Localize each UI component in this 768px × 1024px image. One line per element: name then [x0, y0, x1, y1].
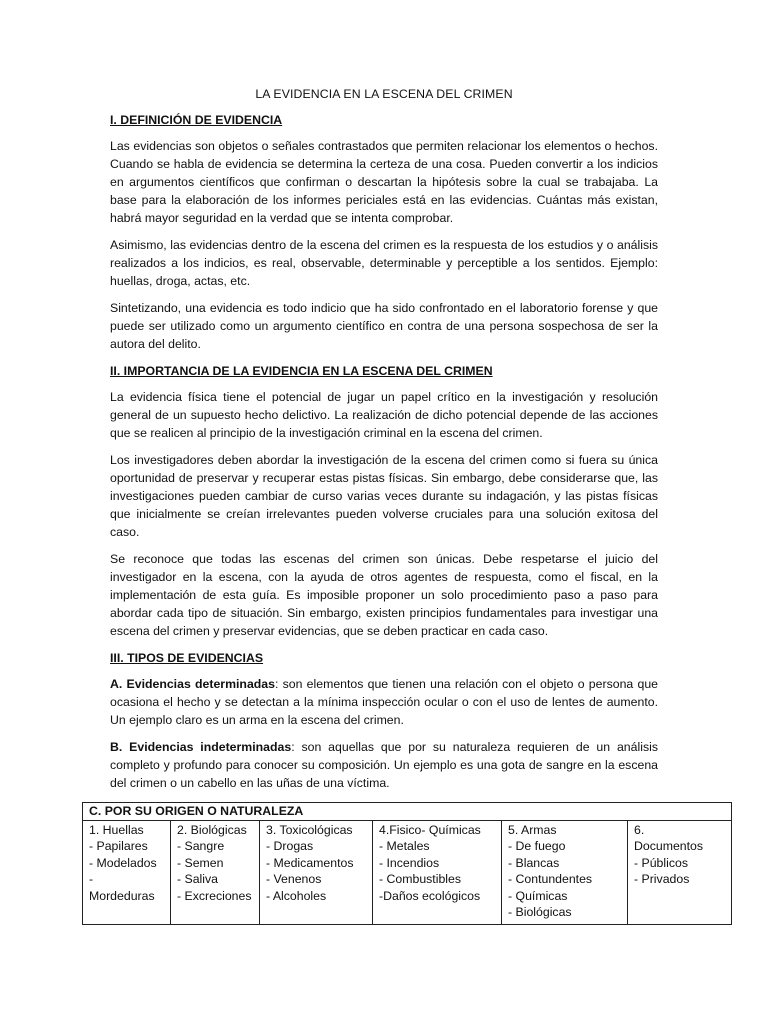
cell-line: Documentos — [634, 839, 704, 853]
cell-line: - De fuego — [508, 839, 566, 853]
section-heading-importancia: II. IMPORTANCIA DE LA EVIDENCIA EN LA ESCENA DEL CRIMEN — [110, 364, 493, 378]
cell-line: 2. Biológicas — [177, 822, 247, 837]
cell-line: - Combustibles — [379, 872, 462, 886]
paragraph: Asimismo, las evidencias dentro de la escena del crimen es la respuesta de los estudios y o análisis realizados a los indicios, es real, observable, determinable y perceptible a los sentidos. Ejemplo: huellas, droga, actas, etc. — [110, 238, 658, 288]
cell-line: - Papilares — [89, 839, 148, 853]
cell-line: - Blancas — [508, 855, 560, 870]
cell-line: - Modelados — [89, 855, 157, 870]
cell-line: - Drogas — [266, 839, 314, 853]
cell-line: - Privados — [634, 872, 690, 886]
cell-line: - Públicos — [634, 855, 688, 870]
paragraph: La evidencia física tiene el potencial de jugar un papel crítico en la investigación y resolución general de un supuesto hecho delictivo. La realización de dicho potencial depende de las acciones que se realicen al principio de la investigación criminal en la escena del crimen. — [110, 390, 658, 440]
cell-line: - Venenos — [266, 872, 322, 886]
table-cell-documentos — [628, 820, 732, 924]
document-title: LA EVIDENCIA EN LA ESCENA DEL CRIMEN — [255, 87, 513, 101]
cell-line: - Alcoholes — [266, 888, 327, 903]
cell-line: - Semen — [177, 855, 224, 870]
evidence-type-text: : son elementos que tienen una relación con el objeto o persona que ocasiona el hecho y se detectan a la mínima inspección ocular o con el uso de lentes de aumento. Un ejemplo claro es un arma en la escena del crimen. — [110, 677, 658, 727]
cell-line: - Químicas — [508, 888, 568, 903]
section-heading-definicion: I. DEFINICIÓN DE EVIDENCIA — [110, 113, 283, 127]
cell-line: Mordeduras — [89, 888, 155, 903]
cell-line: - — [89, 872, 94, 886]
table-cell-armas — [502, 820, 628, 924]
cell-line: - Incendios — [379, 855, 440, 870]
cell-line: - Contundentes — [508, 872, 593, 886]
table-header-row — [83, 803, 732, 821]
cell-line: - Sangre — [177, 839, 225, 853]
evidence-type-item — [110, 675, 658, 729]
table-heading: C. POR SU ORIGEN O NATURALEZA — [83, 803, 732, 821]
origin-nature-table — [82, 802, 732, 925]
cell-line: 6. — [634, 822, 645, 837]
table-cell-toxicologicas — [260, 820, 373, 924]
evidence-type-label: B. Evidencias indeterminadas — [110, 740, 292, 754]
paragraph: Las evidencias son objetos o señales contrastados que permiten relacionar los elementos o hechos. Cuando se habla de evidencia se determina la certeza de una cosa. Pueden convertir a los indicios en argumentos científicos que confirman o descartan la hipótesis sobre la cual se trabajaba. La base para la elaboración de los informes periciales está en las evidencias. Cuántas más existan, habrá mayor seguridad en la verdad que se intenta comprobar. — [110, 139, 658, 225]
paragraph: Se reconoce que todas las escenas del crimen son únicas. Debe respetarse el juicio del investigador en la escena, con la ayuda de otros agentes de respuesta, como el fiscal, en la implementación de esta guía. Es imposible proponer un solo procedimiento paso a paso para abordar cada tipo de situación. Sin embargo, existen principios fundamentales para investigar una escena del crimen y preservar evidencias, que se deben practicar en cada caso. — [110, 552, 658, 638]
cell-line: 1. Huellas — [89, 822, 144, 837]
cell-line: -Daños ecológicos — [379, 888, 481, 903]
cell-line: - Medicamentos — [266, 855, 354, 870]
table-row — [83, 820, 732, 924]
section-heading-tipos: III. TIPOS DE EVIDENCIAS — [110, 651, 264, 665]
paragraph: Sintetizando, una evidencia es todo indicio que ha sido confrontado en el laboratorio forense y que puede ser utilizado como un argumento científico en contra de una persona sospechosa de ser la autora del delito. — [110, 301, 658, 351]
table-cell-biologicas — [171, 820, 260, 924]
cell-line: 3. Toxicológicas — [266, 822, 353, 837]
evidence-type-text: : son aquellas que por su naturaleza requieren de un análisis completo y profundo para conocer su composición. Un ejemplo es una gota de sangre en la escena del crimen o un cabello en las uñas de una víctima. — [110, 740, 658, 790]
document-page — [110, 85, 658, 801]
cell-line: - Biológicas — [508, 905, 572, 919]
paragraph: Los investigadores deben abordar la investigación de la escena del crimen como si fuera su única oportunidad de preservar y recuperar estas pistas físicas. Sin embargo, debe considerarse que, las investigaciones pueden cambiar de curso varias veces durante su indagación, y las pistas físicas que inicialmente se creían irrelevantes pueden volverse cruciales para una solución exitosa del caso. — [110, 453, 658, 539]
cell-line: - Metales — [379, 839, 430, 853]
cell-line: 5. Armas — [508, 822, 557, 837]
evidence-type-item — [110, 738, 658, 792]
cell-line: - Saliva — [177, 872, 219, 886]
table-cell-huellas — [83, 820, 171, 924]
table-cell-fisico-quimicas — [373, 820, 502, 924]
cell-line: - Excreciones — [177, 888, 252, 903]
evidence-type-label: A. Evidencias determinadas — [110, 677, 275, 691]
cell-line: 4.Fisico- Químicas — [379, 822, 481, 837]
